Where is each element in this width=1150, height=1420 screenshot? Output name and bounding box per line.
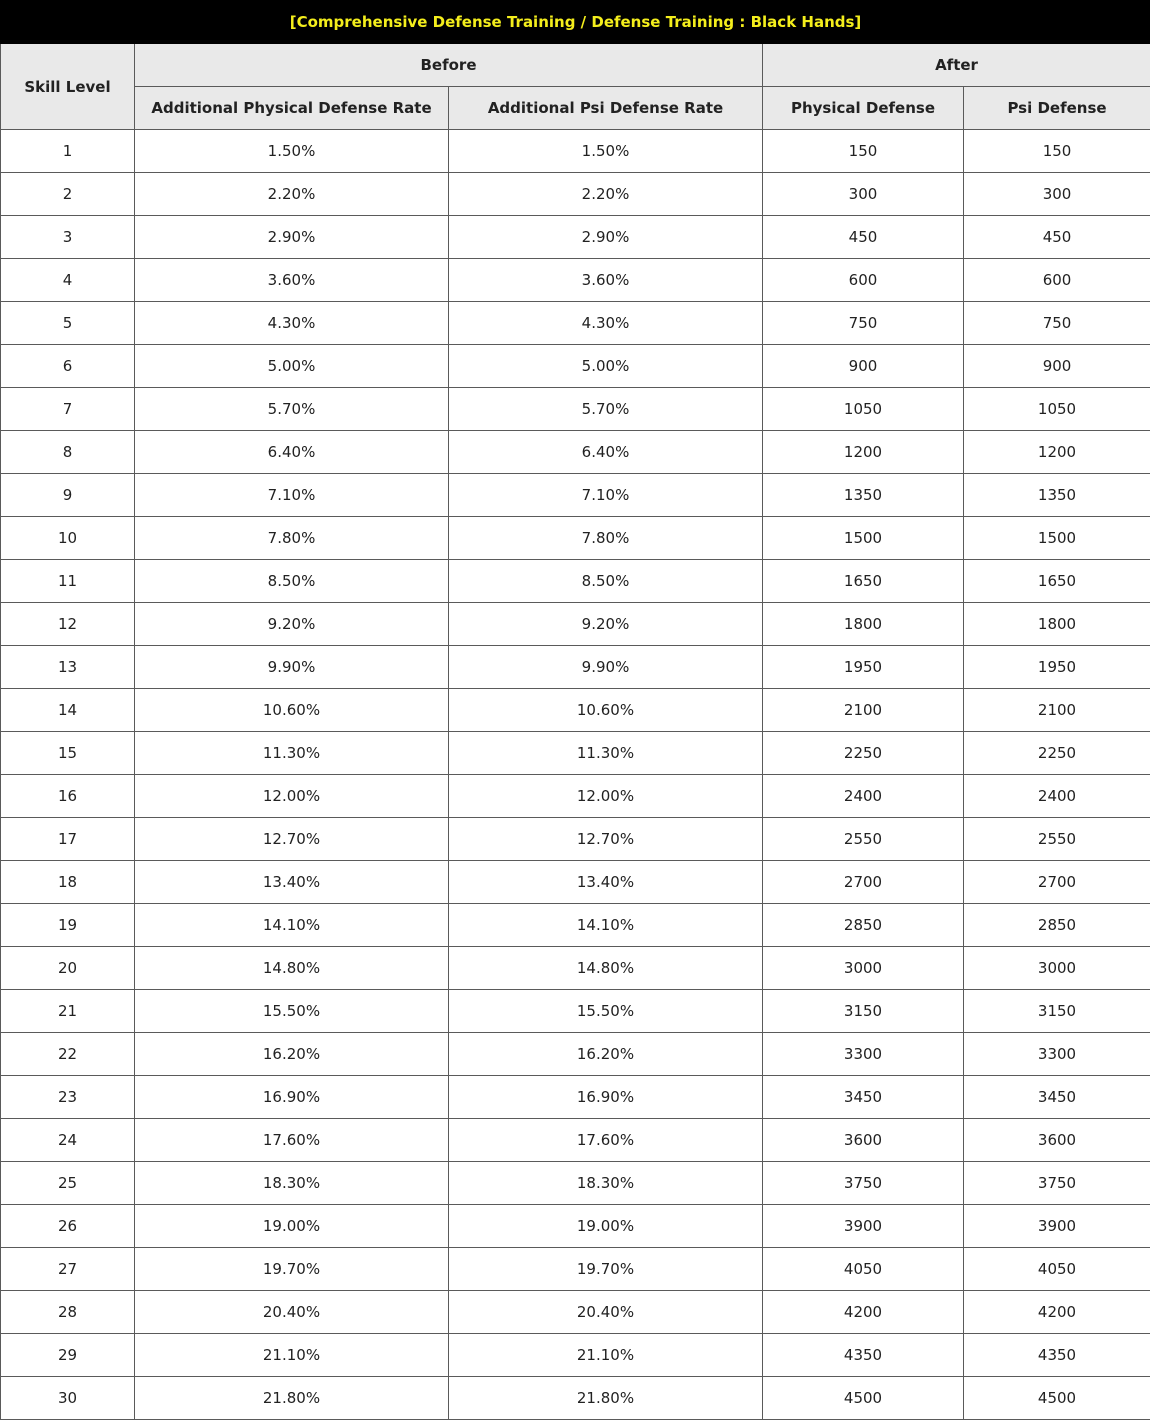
additional-psi-defense-rate-cell: 8.50% bbox=[449, 560, 763, 603]
skill-level-cell: 5 bbox=[1, 302, 135, 345]
additional-psi-defense-rate-cell: 3.60% bbox=[449, 259, 763, 302]
additional-physical-defense-rate-cell: 8.50% bbox=[135, 560, 449, 603]
additional-psi-defense-rate-cell: 12.70% bbox=[449, 818, 763, 861]
physical-defense-cell: 150 bbox=[763, 130, 964, 173]
additional-psi-defense-rate-cell: 7.10% bbox=[449, 474, 763, 517]
psi-defense-cell: 2550 bbox=[964, 818, 1150, 861]
group-header-row bbox=[1, 44, 1150, 87]
table-row bbox=[1, 990, 1150, 1033]
table-row bbox=[1, 1377, 1150, 1420]
physical-defense-cell: 1350 bbox=[763, 474, 964, 517]
psi-defense-cell: 1200 bbox=[964, 431, 1150, 474]
additional-psi-defense-rate-cell: 10.60% bbox=[449, 689, 763, 732]
psi-defense-cell: 2850 bbox=[964, 904, 1150, 947]
psi-defense-cell: 3900 bbox=[964, 1205, 1150, 1248]
header-psi-defense: Psi Defense bbox=[964, 87, 1150, 130]
psi-defense-cell: 4050 bbox=[964, 1248, 1150, 1291]
psi-defense-cell: 1350 bbox=[964, 474, 1150, 517]
header-physical-defense: Physical Defense bbox=[763, 87, 964, 130]
psi-defense-cell: 3000 bbox=[964, 947, 1150, 990]
skill-level-cell: 19 bbox=[1, 904, 135, 947]
skill-level-cell: 11 bbox=[1, 560, 135, 603]
additional-physical-defense-rate-cell: 7.10% bbox=[135, 474, 449, 517]
additional-psi-defense-rate-cell: 5.70% bbox=[449, 388, 763, 431]
psi-defense-cell: 2250 bbox=[964, 732, 1150, 775]
additional-physical-defense-rate-cell: 13.40% bbox=[135, 861, 449, 904]
physical-defense-cell: 450 bbox=[763, 216, 964, 259]
skill-level-cell: 7 bbox=[1, 388, 135, 431]
physical-defense-cell: 2400 bbox=[763, 775, 964, 818]
additional-psi-defense-rate-cell: 7.80% bbox=[449, 517, 763, 560]
additional-psi-defense-rate-cell: 12.00% bbox=[449, 775, 763, 818]
table-row bbox=[1, 1291, 1150, 1334]
physical-defense-cell: 2850 bbox=[763, 904, 964, 947]
additional-physical-defense-rate-cell: 14.80% bbox=[135, 947, 449, 990]
table-row bbox=[1, 1076, 1150, 1119]
additional-psi-defense-rate-cell: 14.80% bbox=[449, 947, 763, 990]
table-row bbox=[1, 603, 1150, 646]
additional-physical-defense-rate-cell: 19.70% bbox=[135, 1248, 449, 1291]
psi-defense-cell: 1050 bbox=[964, 388, 1150, 431]
additional-psi-defense-rate-cell: 2.20% bbox=[449, 173, 763, 216]
table-row bbox=[1, 388, 1150, 431]
additional-physical-defense-rate-cell: 10.60% bbox=[135, 689, 449, 732]
additional-physical-defense-rate-cell: 21.10% bbox=[135, 1334, 449, 1377]
psi-defense-cell: 2100 bbox=[964, 689, 1150, 732]
additional-physical-defense-rate-cell: 16.20% bbox=[135, 1033, 449, 1076]
header-additional-physical-defense-rate: Additional Physical Defense Rate bbox=[135, 87, 449, 130]
physical-defense-cell: 3600 bbox=[763, 1119, 964, 1162]
skill-level-cell: 10 bbox=[1, 517, 135, 560]
additional-physical-defense-rate-cell: 2.90% bbox=[135, 216, 449, 259]
additional-physical-defense-rate-cell: 6.40% bbox=[135, 431, 449, 474]
additional-psi-defense-rate-cell: 16.90% bbox=[449, 1076, 763, 1119]
skill-level-cell: 3 bbox=[1, 216, 135, 259]
psi-defense-cell: 600 bbox=[964, 259, 1150, 302]
additional-physical-defense-rate-cell: 17.60% bbox=[135, 1119, 449, 1162]
psi-defense-cell: 1950 bbox=[964, 646, 1150, 689]
psi-defense-cell: 4350 bbox=[964, 1334, 1150, 1377]
additional-psi-defense-rate-cell: 15.50% bbox=[449, 990, 763, 1033]
header-skill-level: Skill Level bbox=[1, 44, 135, 130]
physical-defense-cell: 2250 bbox=[763, 732, 964, 775]
skill-level-cell: 20 bbox=[1, 947, 135, 990]
table-row bbox=[1, 173, 1150, 216]
skill-level-cell: 17 bbox=[1, 818, 135, 861]
psi-defense-cell: 3750 bbox=[964, 1162, 1150, 1205]
additional-psi-defense-rate-cell: 4.30% bbox=[449, 302, 763, 345]
additional-physical-defense-rate-cell: 2.20% bbox=[135, 173, 449, 216]
physical-defense-cell: 1050 bbox=[763, 388, 964, 431]
table-row bbox=[1, 904, 1150, 947]
additional-psi-defense-rate-cell: 18.30% bbox=[449, 1162, 763, 1205]
skill-level-cell: 2 bbox=[1, 173, 135, 216]
psi-defense-cell: 900 bbox=[964, 345, 1150, 388]
table-row bbox=[1, 818, 1150, 861]
psi-defense-cell: 4200 bbox=[964, 1291, 1150, 1334]
additional-physical-defense-rate-cell: 7.80% bbox=[135, 517, 449, 560]
additional-psi-defense-rate-cell: 21.10% bbox=[449, 1334, 763, 1377]
table-row bbox=[1, 1205, 1150, 1248]
physical-defense-cell: 600 bbox=[763, 259, 964, 302]
additional-psi-defense-rate-cell: 1.50% bbox=[449, 130, 763, 173]
additional-psi-defense-rate-cell: 19.70% bbox=[449, 1248, 763, 1291]
skill-level-cell: 22 bbox=[1, 1033, 135, 1076]
psi-defense-cell: 1650 bbox=[964, 560, 1150, 603]
header-after: After bbox=[763, 44, 1150, 87]
skill-level-cell: 15 bbox=[1, 732, 135, 775]
table-title: [Comprehensive Defense Training / Defense Training : Black Hands] bbox=[1, 1, 1150, 44]
additional-physical-defense-rate-cell: 14.10% bbox=[135, 904, 449, 947]
additional-physical-defense-rate-cell: 3.60% bbox=[135, 259, 449, 302]
physical-defense-cell: 3300 bbox=[763, 1033, 964, 1076]
skill-level-cell: 29 bbox=[1, 1334, 135, 1377]
physical-defense-cell: 750 bbox=[763, 302, 964, 345]
physical-defense-cell: 1500 bbox=[763, 517, 964, 560]
psi-defense-cell: 4500 bbox=[964, 1377, 1150, 1420]
psi-defense-cell: 2400 bbox=[964, 775, 1150, 818]
physical-defense-cell: 1650 bbox=[763, 560, 964, 603]
table-row bbox=[1, 130, 1150, 173]
skill-level-cell: 21 bbox=[1, 990, 135, 1033]
table-row bbox=[1, 259, 1150, 302]
physical-defense-cell: 3000 bbox=[763, 947, 964, 990]
physical-defense-cell: 3750 bbox=[763, 1162, 964, 1205]
additional-psi-defense-rate-cell: 9.20% bbox=[449, 603, 763, 646]
additional-psi-defense-rate-cell: 9.90% bbox=[449, 646, 763, 689]
table-row bbox=[1, 1119, 1150, 1162]
physical-defense-cell: 1800 bbox=[763, 603, 964, 646]
additional-physical-defense-rate-cell: 19.00% bbox=[135, 1205, 449, 1248]
physical-defense-cell: 2100 bbox=[763, 689, 964, 732]
physical-defense-cell: 2550 bbox=[763, 818, 964, 861]
skill-level-cell: 9 bbox=[1, 474, 135, 517]
sub-header-row bbox=[1, 87, 1150, 130]
psi-defense-cell: 3300 bbox=[964, 1033, 1150, 1076]
table-row bbox=[1, 732, 1150, 775]
psi-defense-cell: 450 bbox=[964, 216, 1150, 259]
skill-level-cell: 24 bbox=[1, 1119, 135, 1162]
additional-physical-defense-rate-cell: 9.20% bbox=[135, 603, 449, 646]
additional-psi-defense-rate-cell: 6.40% bbox=[449, 431, 763, 474]
psi-defense-cell: 2700 bbox=[964, 861, 1150, 904]
psi-defense-cell: 3450 bbox=[964, 1076, 1150, 1119]
skill-level-cell: 16 bbox=[1, 775, 135, 818]
table-row bbox=[1, 1248, 1150, 1291]
psi-defense-cell: 1500 bbox=[964, 517, 1150, 560]
additional-physical-defense-rate-cell: 15.50% bbox=[135, 990, 449, 1033]
physical-defense-cell: 1950 bbox=[763, 646, 964, 689]
additional-psi-defense-rate-cell: 16.20% bbox=[449, 1033, 763, 1076]
physical-defense-cell: 4500 bbox=[763, 1377, 964, 1420]
additional-psi-defense-rate-cell: 2.90% bbox=[449, 216, 763, 259]
additional-psi-defense-rate-cell: 5.00% bbox=[449, 345, 763, 388]
additional-psi-defense-rate-cell: 17.60% bbox=[449, 1119, 763, 1162]
table-row bbox=[1, 646, 1150, 689]
table-row bbox=[1, 302, 1150, 345]
physical-defense-cell: 4050 bbox=[763, 1248, 964, 1291]
physical-defense-cell: 3900 bbox=[763, 1205, 964, 1248]
table-row bbox=[1, 947, 1150, 990]
additional-physical-defense-rate-cell: 21.80% bbox=[135, 1377, 449, 1420]
table-body bbox=[1, 130, 1150, 1420]
table-row bbox=[1, 1334, 1150, 1377]
table-row bbox=[1, 517, 1150, 560]
additional-physical-defense-rate-cell: 1.50% bbox=[135, 130, 449, 173]
physical-defense-cell: 4350 bbox=[763, 1334, 964, 1377]
psi-defense-cell: 300 bbox=[964, 173, 1150, 216]
additional-psi-defense-rate-cell: 13.40% bbox=[449, 861, 763, 904]
physical-defense-cell: 4200 bbox=[763, 1291, 964, 1334]
title-row bbox=[1, 1, 1150, 44]
psi-defense-cell: 150 bbox=[964, 130, 1150, 173]
header-additional-psi-defense-rate: Additional Psi Defense Rate bbox=[449, 87, 763, 130]
table-header bbox=[1, 1, 1150, 130]
additional-psi-defense-rate-cell: 20.40% bbox=[449, 1291, 763, 1334]
table-row bbox=[1, 775, 1150, 818]
physical-defense-cell: 3150 bbox=[763, 990, 964, 1033]
additional-physical-defense-rate-cell: 5.70% bbox=[135, 388, 449, 431]
skill-level-cell: 1 bbox=[1, 130, 135, 173]
table-row bbox=[1, 1162, 1150, 1205]
skill-level-cell: 12 bbox=[1, 603, 135, 646]
skill-level-cell: 30 bbox=[1, 1377, 135, 1420]
table-row bbox=[1, 474, 1150, 517]
additional-psi-defense-rate-cell: 19.00% bbox=[449, 1205, 763, 1248]
skill-level-cell: 8 bbox=[1, 431, 135, 474]
skill-level-cell: 25 bbox=[1, 1162, 135, 1205]
skill-level-cell: 26 bbox=[1, 1205, 135, 1248]
psi-defense-cell: 3600 bbox=[964, 1119, 1150, 1162]
table-row bbox=[1, 431, 1150, 474]
skill-level-cell: 28 bbox=[1, 1291, 135, 1334]
additional-psi-defense-rate-cell: 14.10% bbox=[449, 904, 763, 947]
additional-physical-defense-rate-cell: 4.30% bbox=[135, 302, 449, 345]
additional-physical-defense-rate-cell: 20.40% bbox=[135, 1291, 449, 1334]
table-row bbox=[1, 861, 1150, 904]
header-before: Before bbox=[135, 44, 763, 87]
additional-physical-defense-rate-cell: 16.90% bbox=[135, 1076, 449, 1119]
skill-level-cell: 27 bbox=[1, 1248, 135, 1291]
skill-level-cell: 4 bbox=[1, 259, 135, 302]
table-row bbox=[1, 216, 1150, 259]
skill-level-cell: 6 bbox=[1, 345, 135, 388]
table-row bbox=[1, 345, 1150, 388]
psi-defense-cell: 750 bbox=[964, 302, 1150, 345]
psi-defense-cell: 3150 bbox=[964, 990, 1150, 1033]
physical-defense-cell: 2700 bbox=[763, 861, 964, 904]
additional-physical-defense-rate-cell: 18.30% bbox=[135, 1162, 449, 1205]
table-row bbox=[1, 689, 1150, 732]
physical-defense-cell: 3450 bbox=[763, 1076, 964, 1119]
physical-defense-cell: 900 bbox=[763, 345, 964, 388]
additional-physical-defense-rate-cell: 9.90% bbox=[135, 646, 449, 689]
table-row bbox=[1, 560, 1150, 603]
additional-psi-defense-rate-cell: 21.80% bbox=[449, 1377, 763, 1420]
table-row bbox=[1, 1033, 1150, 1076]
skill-level-cell: 18 bbox=[1, 861, 135, 904]
skill-level-cell: 13 bbox=[1, 646, 135, 689]
physical-defense-cell: 300 bbox=[763, 173, 964, 216]
additional-physical-defense-rate-cell: 11.30% bbox=[135, 732, 449, 775]
additional-physical-defense-rate-cell: 5.00% bbox=[135, 345, 449, 388]
skill-level-cell: 14 bbox=[1, 689, 135, 732]
physical-defense-cell: 1200 bbox=[763, 431, 964, 474]
additional-psi-defense-rate-cell: 11.30% bbox=[449, 732, 763, 775]
skill-level-cell: 23 bbox=[1, 1076, 135, 1119]
additional-physical-defense-rate-cell: 12.00% bbox=[135, 775, 449, 818]
additional-physical-defense-rate-cell: 12.70% bbox=[135, 818, 449, 861]
psi-defense-cell: 1800 bbox=[964, 603, 1150, 646]
